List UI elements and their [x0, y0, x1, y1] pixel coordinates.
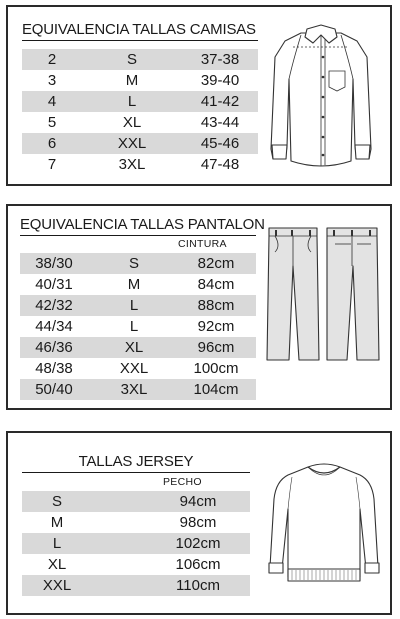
trousers-size-row [20, 358, 256, 379]
letter-size-cell: S [51, 493, 62, 510]
shirt-number-cell: 5 [47, 114, 57, 131]
trousers-size-row [20, 274, 256, 295]
trousers-size-row [20, 379, 256, 400]
chest-size-cell: 102cm [175, 535, 221, 552]
collar-size-cell: 43-44 [200, 114, 240, 131]
chest-header: PECHO [163, 476, 202, 488]
shirt-size-row [22, 154, 258, 175]
letter-size-cell: S [126, 51, 137, 68]
waist-size-cell: 92cm [197, 318, 235, 335]
waist-size-cell: 84cm [197, 276, 235, 293]
letter-size-cell: XL [124, 339, 144, 356]
shirt-number-cell: 7 [47, 156, 57, 173]
shirt-number-cell: 4 [47, 93, 57, 110]
sweater-size-row [22, 512, 250, 533]
letter-size-cell: S [128, 255, 139, 272]
sweater-icon [268, 459, 380, 589]
letter-size-cell: 3XL [118, 156, 146, 173]
trousers-size-row [20, 295, 256, 316]
trousers-size-title: EQUIVALENCIA TALLAS PANTALON [20, 216, 256, 236]
letter-size-cell: XL [122, 114, 142, 131]
chest-size-cell: 106cm [175, 556, 221, 573]
letter-size-cell: XXL [117, 135, 147, 152]
collar-size-cell: 37-38 [200, 51, 240, 68]
shirt-icon [263, 21, 379, 173]
letter-size-cell: 3XL [120, 381, 148, 398]
trouser-number-cell: 48/38 [35, 360, 73, 377]
trousers-size-card [6, 204, 392, 410]
shirt-size-row [22, 49, 258, 70]
waist-size-cell: 82cm [197, 255, 235, 272]
shirt-number-cell: 2 [47, 51, 57, 68]
trousers-size-table [20, 253, 256, 400]
sweater-size-row [22, 533, 250, 554]
letter-size-cell: XXL [119, 360, 149, 377]
trouser-number-cell: 40/31 [35, 276, 73, 293]
shirt-size-row [22, 133, 258, 154]
collar-size-cell: 45-46 [200, 135, 240, 152]
sweater-size-row [22, 575, 250, 596]
trousers-icon [261, 226, 385, 364]
waist-header: CINTURA [178, 238, 227, 250]
trouser-number-cell: 44/34 [35, 318, 73, 335]
sweater-size-title: TALLAS JERSEY [22, 453, 250, 473]
letter-size-cell: M [50, 514, 64, 531]
shirt-size-title: EQUIVALENCIA TALLAS CAMISAS [22, 21, 258, 41]
shirt-number-cell: 3 [47, 72, 57, 89]
letter-size-cell: L [127, 93, 137, 110]
shirt-size-table [22, 49, 258, 175]
letter-size-cell: M [127, 276, 141, 293]
chest-size-cell: 98cm [179, 514, 217, 531]
letter-size-cell: M [125, 72, 139, 89]
collar-size-cell: 39-40 [200, 72, 240, 89]
trousers-size-row [20, 253, 256, 274]
shirt-number-cell: 6 [47, 135, 57, 152]
letter-size-cell: XXL [42, 577, 72, 594]
waist-size-cell: 100cm [193, 360, 239, 377]
sweater-size-card [6, 431, 392, 615]
trousers-size-row [20, 337, 256, 358]
letter-size-cell: L [52, 535, 62, 552]
chest-size-cell: 94cm [179, 493, 217, 510]
sweater-size-table [22, 491, 250, 596]
shirt-size-row [22, 70, 258, 91]
sweater-size-row [22, 554, 250, 575]
trouser-number-cell: 38/30 [35, 255, 73, 272]
trouser-number-cell: 42/32 [35, 297, 73, 314]
shirt-size-row [22, 91, 258, 112]
trouser-number-cell: 50/40 [35, 381, 73, 398]
chest-size-cell: 110cm [176, 577, 220, 594]
trouser-number-cell: 46/36 [35, 339, 73, 356]
shirt-size-card [6, 5, 392, 186]
trousers-size-row [20, 316, 256, 337]
letter-size-cell: XL [47, 556, 67, 573]
letter-size-cell: L [129, 318, 139, 335]
shirt-size-row [22, 112, 258, 133]
waist-size-cell: 88cm [197, 297, 235, 314]
collar-size-cell: 41-42 [200, 93, 240, 110]
sweater-size-row [22, 491, 250, 512]
waist-size-cell: 104cm [193, 381, 239, 398]
letter-size-cell: L [129, 297, 139, 314]
collar-size-cell: 47-48 [200, 156, 240, 173]
waist-size-cell: 96cm [197, 339, 235, 356]
